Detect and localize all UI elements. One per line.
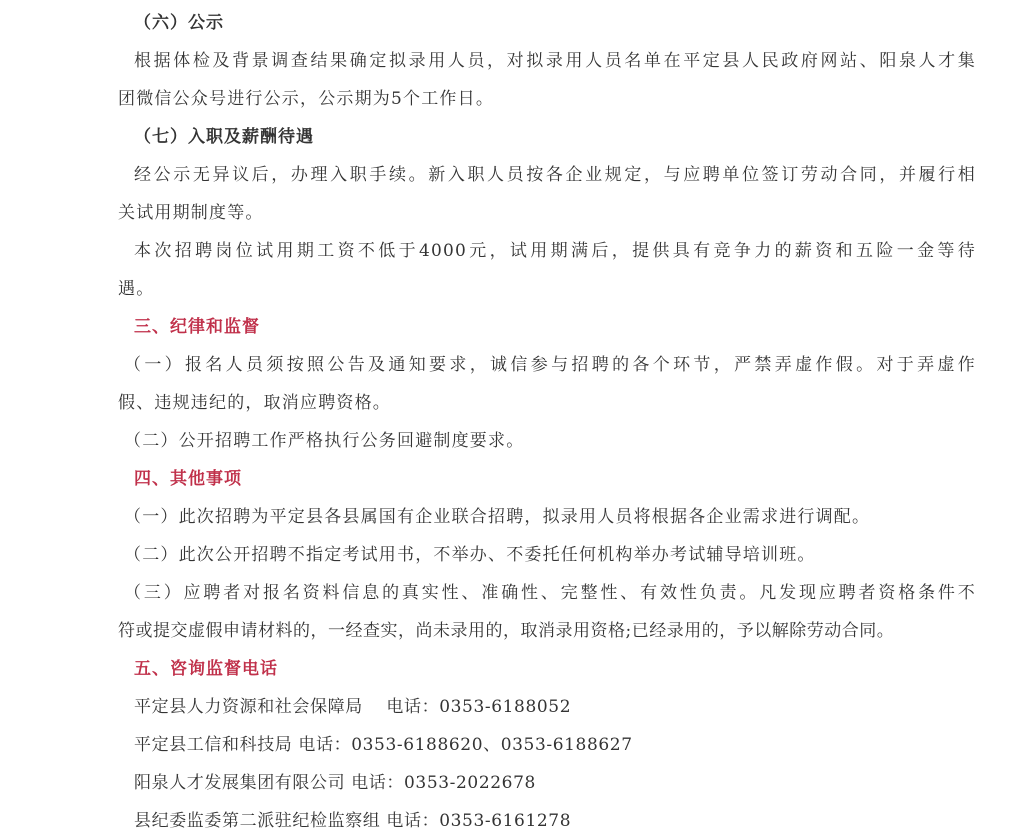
- paragraph-line: （二）公开招聘工作严格执行公务回避制度要求。: [124, 431, 525, 451]
- contact-line: 阳泉人才发展集团有限公司 电话：0353-2022678: [134, 773, 536, 793]
- section-heading-hotline: 五、咨询监督电话: [134, 659, 278, 679]
- paragraph-line: 根据体检及背景调查结果确定拟录用人员，对拟录用人员名单在平定县人民政府网站、阳泉人才集: [134, 51, 976, 71]
- paragraph-line: 关试用期制度等。: [118, 203, 264, 223]
- paragraph-line: （一）此次招聘为平定县各县属国有企业联合招聘，拟录用人员将根据各企业需求进行调配。: [124, 507, 871, 527]
- contact-line: 县纪委监委第二派驻纪检监察组 电话：0353-6161278: [134, 811, 572, 831]
- section-heading-6: （六）公示: [134, 13, 224, 33]
- paragraph-line: 团微信公众号进行公示，公示期为5个工作日。: [118, 89, 495, 109]
- paragraph-line: 遇。: [118, 279, 155, 299]
- section-heading-7: （七）入职及薪酬待遇: [134, 127, 314, 147]
- paragraph-line: （三）应聘者对报名资料信息的真实性、准确性、完整性、有效性负责。凡发现应聘者资格条件不: [124, 583, 976, 603]
- paragraph-line: （一）报名人员须按照公告及通知要求，诚信参与招聘的各个环节，严禁弄虚作假。对于弄虚作: [124, 355, 976, 375]
- paragraph-line: 假、违规违纪的，取消应聘资格。: [118, 393, 391, 413]
- section-heading-other: 四、其他事项: [134, 469, 242, 489]
- paragraph-line: 本次招聘岗位试用期工资不低于4000元，试用期满后，提供具有竞争力的薪资和五险一金等待: [134, 241, 976, 261]
- contact-line: 平定县人力资源和社会保障局 电话：0353-6188052: [134, 697, 572, 717]
- paragraph-line: 符或提交虚假申请材料的，一经查实，尚未录用的，取消录用资格;已经录用的，予以解除劳动合同。: [118, 621, 895, 641]
- paragraph-line: （二）此次公开招聘不指定考试用书，不举办、不委托任何机构举办考试辅导培训班。: [124, 545, 816, 565]
- contact-line: 平定县工信和科技局 电话：0353-6188620、0353-6188627: [134, 735, 633, 755]
- section-heading-discipline: 三、纪律和监督: [134, 317, 260, 337]
- paragraph-line: 经公示无异议后，办理入职手续。新入职人员按各企业规定，与应聘单位签订劳动合同，并履行相: [134, 165, 976, 185]
